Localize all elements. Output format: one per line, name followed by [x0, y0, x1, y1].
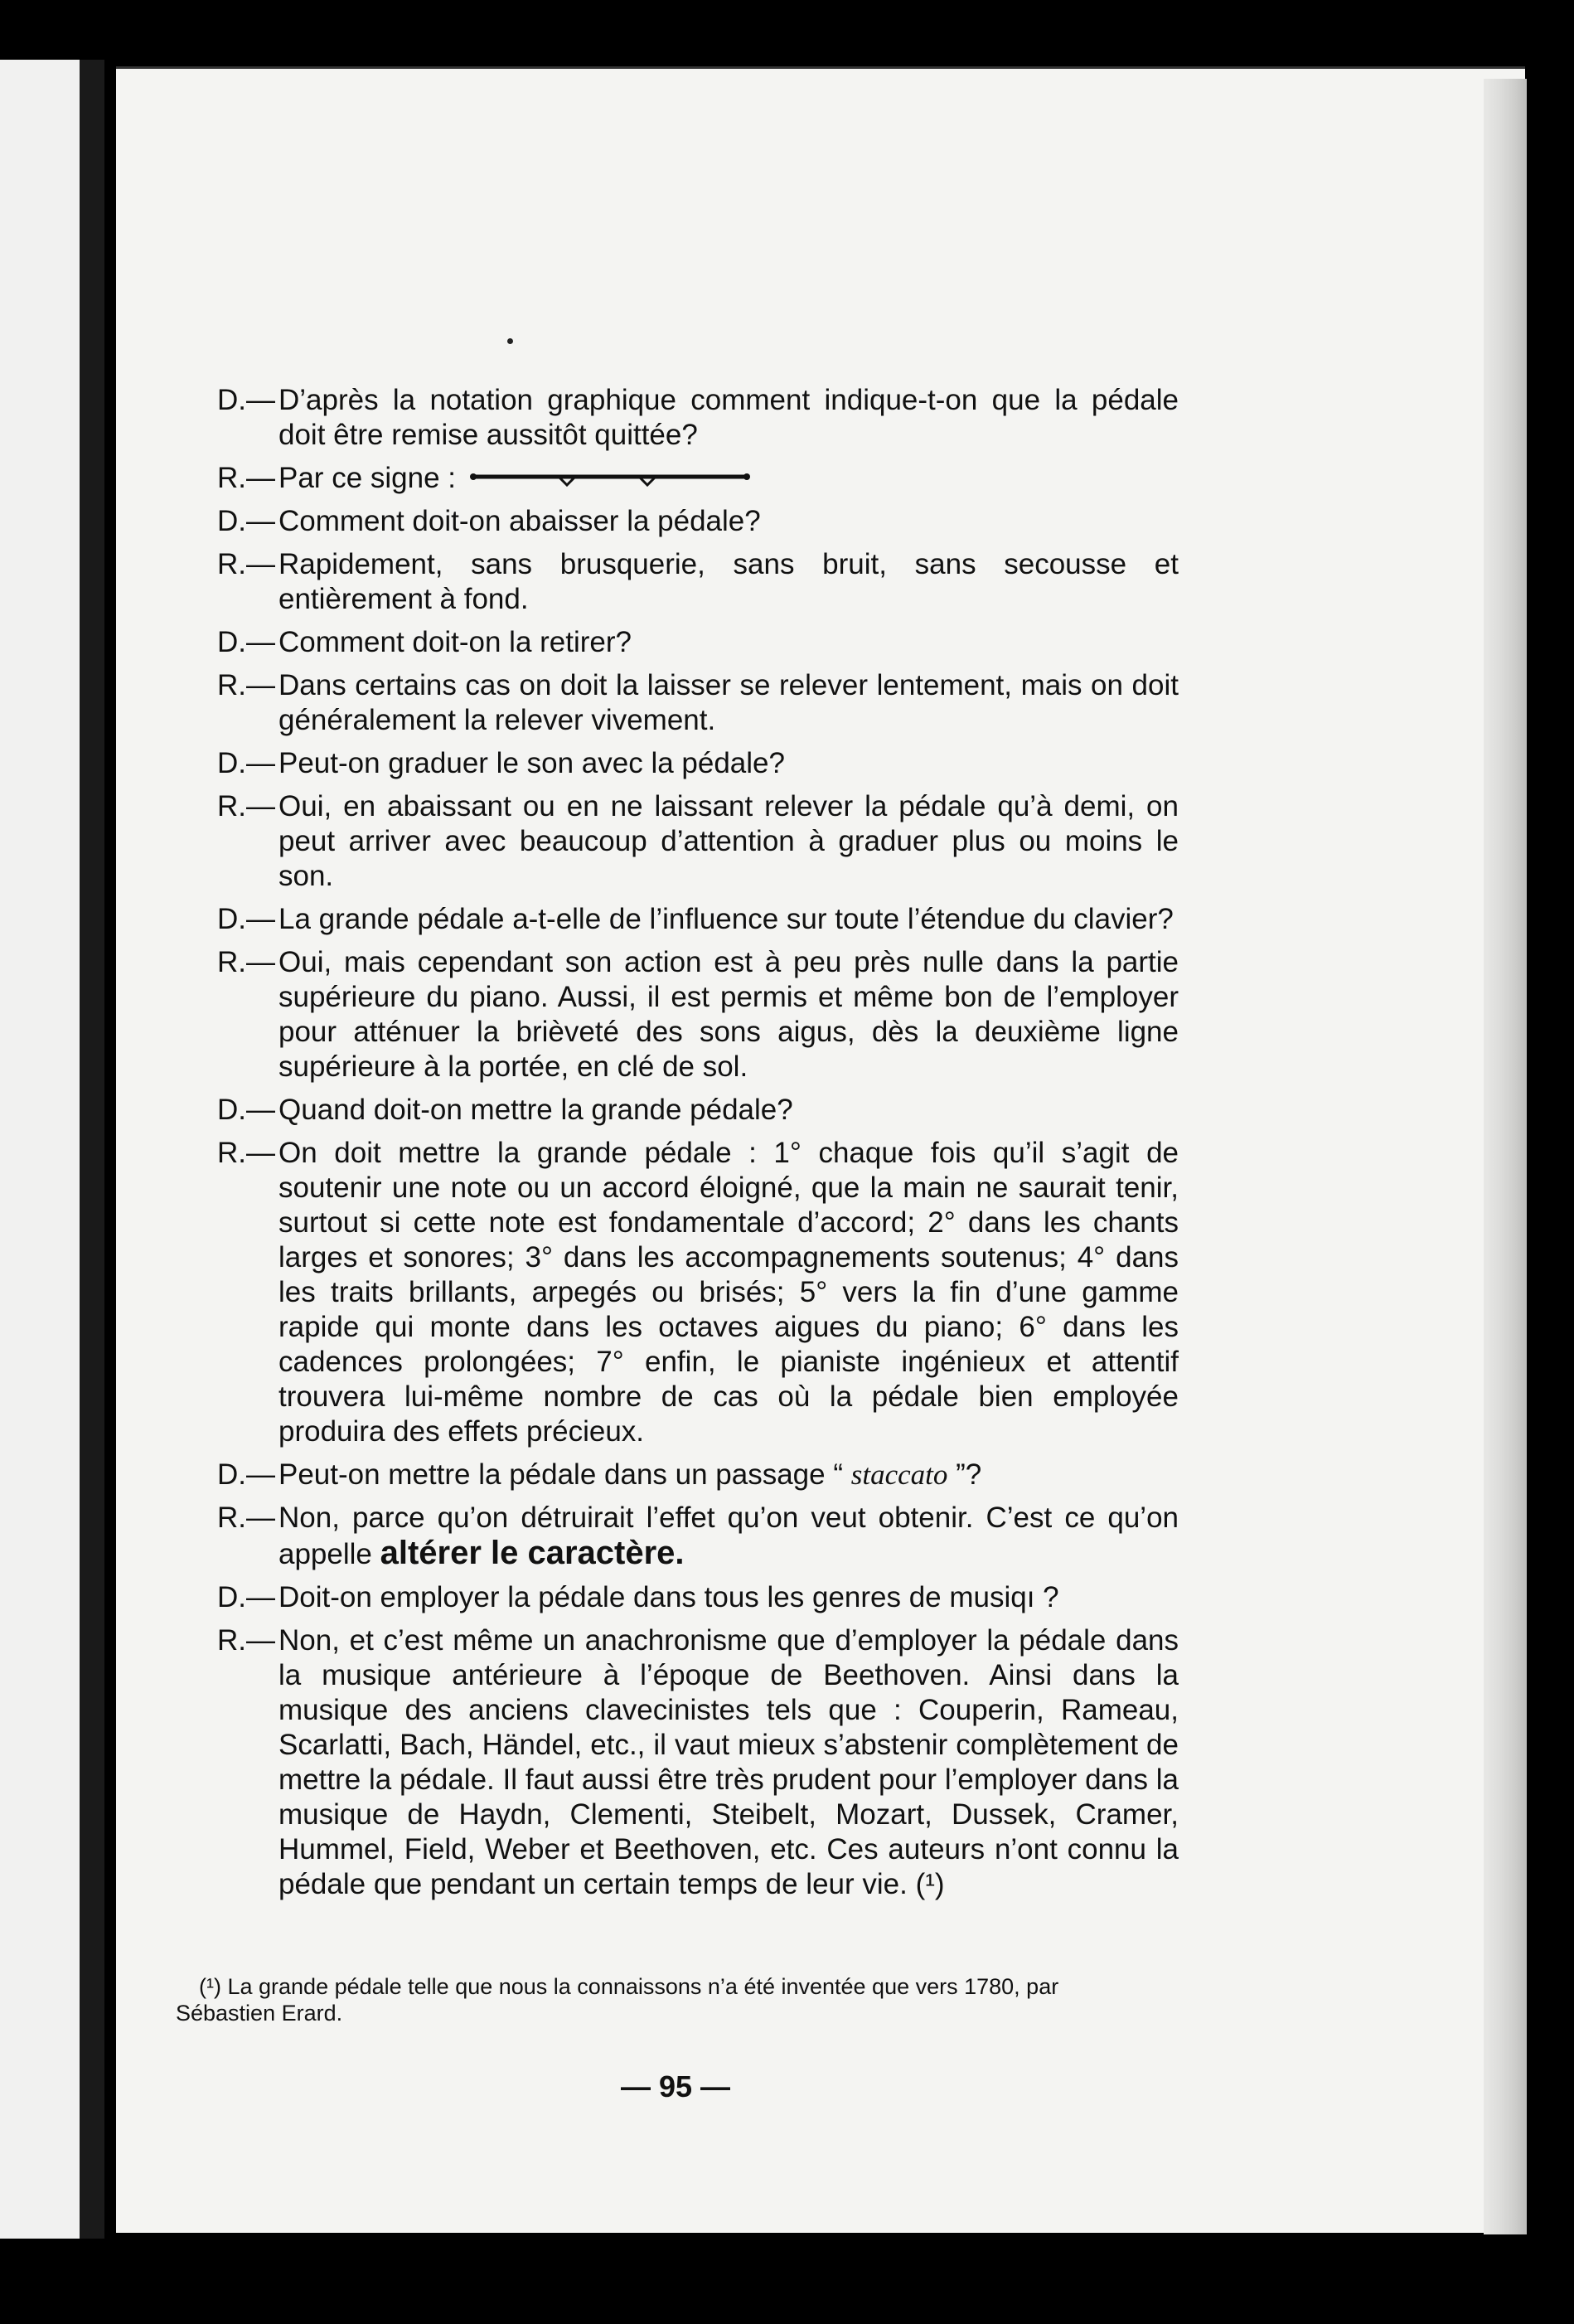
question-marker: D.— — [217, 626, 275, 658]
question-marker: D.— — [217, 505, 275, 537]
emphasized-phrase: altérer le caractère. — [380, 1535, 685, 1571]
question-marker: D.— — [217, 384, 275, 416]
question-text: Comment doit-on abaisser la pédale? — [278, 505, 761, 537]
qa-entry — [217, 383, 1179, 453]
answer-marker: R.— — [217, 1137, 275, 1169]
question-text: Quand doit-on mettre la grande pédale? — [278, 1094, 793, 1126]
qa-entry — [217, 1458, 1179, 1492]
qa-entry — [217, 902, 1179, 937]
question-text: Doit-on employer la pédale dans tous les genres de musiqı ? — [278, 1581, 1059, 1613]
qa-entry — [217, 1580, 1179, 1615]
question-marker: D.— — [217, 747, 275, 779]
answer-marker: R.— — [217, 548, 275, 580]
page-stack-edge — [1484, 79, 1527, 2234]
footnote: (¹) La grande pédale telle que nous la connaissons n’a été inventée que vers 1780, par Sébastien Erard. — [176, 1974, 1059, 2026]
qa-entry — [217, 1623, 1179, 1902]
answer-text: Par ce signe : — [278, 462, 456, 494]
question-text: D’après la notation graphique comment indique-t-on que la pédale doit être remise aussitôt quittée? — [278, 384, 1179, 451]
page-number: — 95 — — [620, 2069, 731, 2103]
qa-entry — [217, 945, 1179, 1084]
qa-entry — [217, 746, 1179, 781]
question-text: Comment doit-on la retirer? — [278, 626, 632, 658]
qa-entry — [217, 1093, 1179, 1128]
qa-entry — [217, 461, 1179, 496]
question-marker: D.— — [217, 1458, 275, 1491]
qa-entry — [217, 1501, 1179, 1572]
question-marker: D.— — [217, 1094, 275, 1126]
qa-text-block — [217, 383, 1179, 1910]
qa-entry — [217, 1136, 1179, 1449]
question-text: La grande pédale a-t-elle de l’influence sur toute l’étendue du clavier? — [278, 903, 1174, 935]
qa-entry — [217, 668, 1179, 738]
answer-marker: R.— — [217, 669, 275, 701]
answer-text: Oui, en abaissant ou en ne laissant relever la pédale qu’à demi, on peut arriver avec beaucoup d’attention à graduer plus ou moins le son. — [278, 790, 1179, 892]
answer-marker: R.— — [217, 790, 275, 822]
answer-text: Oui, mais cependant son action est à peu près nulle dans la partie supérieure du piano. Aussi, il est permis et même bon de l’employer pour atténuer la brièveté des sons aigus, dès la deuxième ligne supérieure à la portée, en clé de sol. — [278, 946, 1179, 1083]
question-text: Peut-on mettre la pédale dans un passage “ — [278, 1458, 851, 1491]
answer-text: On doit mettre la grande pédale : 1° chaque fois qu’il s’agit de soutenir une note ou un accord éloigné, que la main ne saurait tenir, surtout si cette note est fondamentale d’accord; 2° dans les chants larges et sonores; 3° dans les accompagnements soutenus; 4° dans les traits brillants, arpegés ou brisés; 5° vers la fin d’une gamme rapide qui monte dans les octaves aigues du piano; 6° dans les cadences prolongées; 7° enfin, le pianiste ingénieux et attentif trouvera lui-même nombre de cas où la pédale bien employée produira des effets précieux. — [278, 1137, 1179, 1448]
answer-marker: R.— — [217, 1624, 275, 1657]
answer-text: Non, et c’est même un anachronisme que d’employer la pédale dans la musique antérieure à l’époque de Beethoven. Ainsi dans la musique des anciens clavecinistes tels que : Couperin, Rameau, Scarlatti, Bach, Händel, etc., il vaut mieux s’abstenir complètement de mettre la pédale. Il faut aussi être très prudent pour l’employer dans la musique de Haydn, Clementi, Steibelt, Mozart, Dussek, Cramer, Hummel, Field, Weber et Beethoven, etc. Ces auteurs n’ont connu la pédale que pendant un certain temps de leur vie. (¹) — [278, 1624, 1179, 1900]
question-marker: D.— — [217, 1581, 275, 1613]
answer-marker: R.— — [217, 462, 275, 494]
qa-entry — [217, 625, 1179, 660]
answer-text: Dans certains cas on doit la laisser se relever lentement, mais on doit généralement la relever vivement. — [278, 669, 1179, 736]
question-marker: D.— — [217, 903, 275, 935]
answer-text: Rapidement, sans brusquerie, sans bruit, sans secousse et entièrement à fond. — [278, 548, 1179, 615]
book-gutter — [80, 60, 104, 2239]
answer-marker: R.— — [217, 1502, 275, 1534]
staccato-term: staccato — [850, 1458, 948, 1491]
pedal-sign-symbol — [469, 470, 751, 490]
question-text: Peut-on graduer le son avec la pédale? — [278, 747, 785, 779]
qa-entry — [217, 504, 1179, 539]
print-speck — [507, 338, 513, 344]
qa-entry — [217, 789, 1179, 894]
qa-entry — [217, 547, 1179, 617]
question-text-end: ”? — [947, 1458, 982, 1491]
answer-marker: R.— — [217, 946, 275, 978]
answer-text: Non, parce qu’on détruirait l’effet qu’on veut obtenir. C’est ce qu’on appelle — [278, 1502, 1179, 1570]
